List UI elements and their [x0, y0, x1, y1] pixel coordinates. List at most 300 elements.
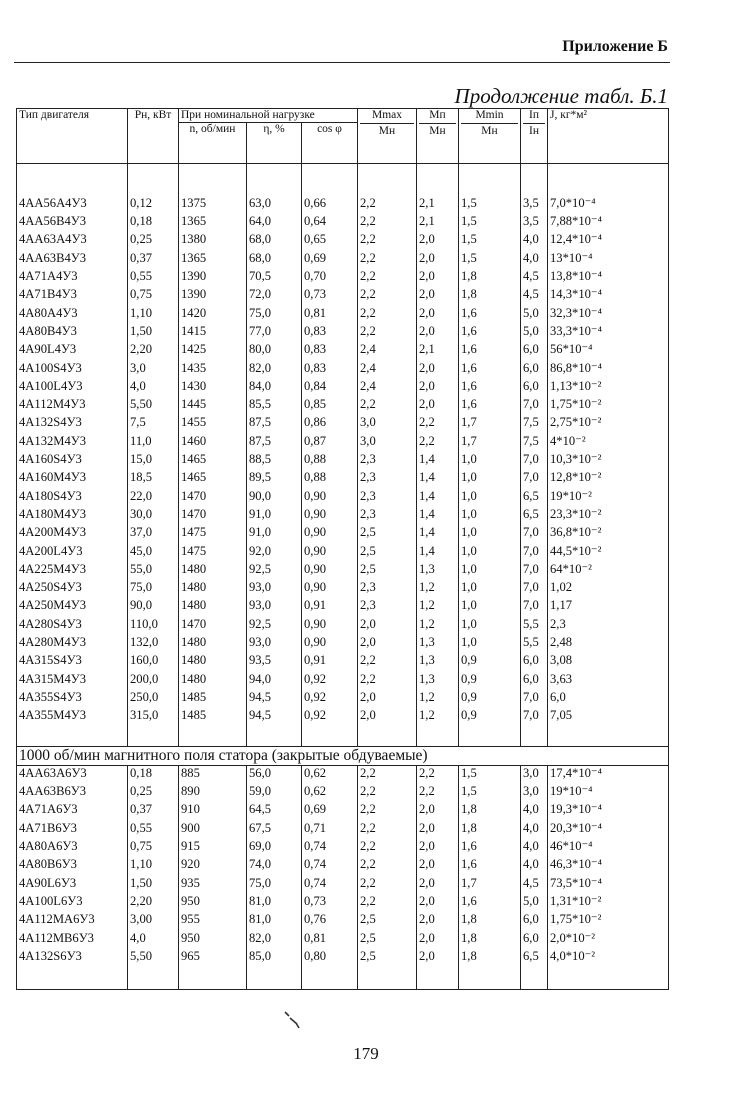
cell-power: 11,0	[128, 434, 179, 452]
spacer-row	[17, 163, 669, 196]
cell-inertia: 19*10⁻²	[548, 489, 669, 507]
cell-power: 0,18	[128, 214, 179, 232]
cell-inertia: 4*10⁻²	[548, 434, 669, 452]
cell-power: 132,0	[128, 635, 179, 653]
cell-efficiency: 56,0	[247, 765, 302, 784]
table-row	[17, 287, 669, 305]
cell-ip: 7,5	[521, 415, 548, 433]
stray-mark-icon	[283, 1010, 301, 1030]
cell-mmin: 1,7	[459, 415, 521, 433]
cell-type: 4А180S4У3	[17, 489, 128, 507]
mmax-bottom: Mн	[378, 124, 396, 137]
cell-inertia: 12,4*10⁻⁴	[548, 232, 669, 250]
cell-efficiency: 93,5	[247, 653, 302, 671]
table-row	[17, 912, 669, 930]
cell-ip: 7,0	[521, 580, 548, 598]
table-row	[17, 324, 669, 342]
cell-type: 4АА56В4У3	[17, 214, 128, 232]
cell-power: 30,0	[128, 507, 179, 525]
col-efficiency: η, %	[247, 122, 302, 163]
table-row	[17, 617, 669, 635]
cell-cosphi: 0,90	[302, 525, 358, 543]
cell-power: 2,20	[128, 342, 179, 360]
cell-inertia: 1,31*10⁻²	[548, 894, 669, 912]
cell-type: 4А160S4У3	[17, 452, 128, 470]
cell-type: 4А71А4У3	[17, 269, 128, 287]
cell-cosphi: 0,74	[302, 876, 358, 894]
cell-cosphi: 0,85	[302, 397, 358, 415]
page-number: 179	[353, 1044, 379, 1063]
cell-cosphi: 0,84	[302, 379, 358, 397]
cell-mmin: 1,6	[459, 361, 521, 379]
cell-mmax: 2,2	[358, 653, 417, 671]
cell-efficiency: 94,5	[247, 708, 302, 726]
cell-mmax: 2,2	[358, 306, 417, 324]
cell-mmin: 1,0	[459, 635, 521, 653]
cell-mmax: 2,2	[358, 287, 417, 305]
cell-mp: 2,0	[417, 397, 459, 415]
cell-power: 7,5	[128, 415, 179, 433]
cell-efficiency: 84,0	[247, 379, 302, 397]
cell-mmin: 1,8	[459, 931, 521, 949]
cell-ip: 4,5	[521, 876, 548, 894]
cell-efficiency: 93,0	[247, 580, 302, 598]
section-title: 1000 об/мин магнитного поля статора (закрытые обдуваемые)	[17, 747, 669, 765]
table-body-end	[17, 967, 669, 990]
cell-cosphi: 0,80	[302, 949, 358, 967]
cell-mmin: 1,0	[459, 525, 521, 543]
cell-power: 4,0	[128, 931, 179, 949]
cell-type: 4АА63А4У3	[17, 232, 128, 250]
cell-mp: 2,2	[417, 434, 459, 452]
cell-cosphi: 0,69	[302, 251, 358, 269]
table-row	[17, 876, 669, 894]
cell-mmin: 1,8	[459, 269, 521, 287]
cell-mp: 1,4	[417, 544, 459, 562]
cell-mmin: 1,0	[459, 489, 521, 507]
cell-mmin: 1,0	[459, 617, 521, 635]
cell-efficiency: 93,0	[247, 598, 302, 616]
cell-mmax: 2,0	[358, 635, 417, 653]
cell-efficiency: 92,0	[247, 544, 302, 562]
cell-speed: 1415	[179, 324, 247, 342]
cell-type: 4А132М4У3	[17, 434, 128, 452]
cell-mp: 2,2	[417, 765, 459, 784]
cell-cosphi: 0,90	[302, 580, 358, 598]
cell-ip: 6,0	[521, 931, 548, 949]
cell-speed: 1485	[179, 708, 247, 726]
cell-mp: 2,0	[417, 379, 459, 397]
cell-mp: 1,4	[417, 507, 459, 525]
cell-mp: 1,3	[417, 562, 459, 580]
table-row	[17, 342, 669, 360]
cell-power: 0,12	[128, 196, 179, 214]
cell-mmin: 1,6	[459, 839, 521, 857]
cell-mmin: 0,9	[459, 690, 521, 708]
cell-ip: 6,5	[521, 949, 548, 967]
table-row	[17, 894, 669, 912]
cell-mmin: 0,9	[459, 708, 521, 726]
cell-efficiency: 75,0	[247, 306, 302, 324]
cell-power: 110,0	[128, 617, 179, 635]
cell-power: 0,55	[128, 269, 179, 287]
cell-efficiency: 87,5	[247, 415, 302, 433]
table-body-1000	[17, 765, 669, 967]
table-row	[17, 397, 669, 415]
cell-cosphi: 0,66	[302, 196, 358, 214]
cell-power: 90,0	[128, 598, 179, 616]
table-row	[17, 765, 669, 784]
cell-inertia: 13*10⁻⁴	[548, 251, 669, 269]
cell-power: 0,75	[128, 839, 179, 857]
motor-spec-table	[16, 108, 669, 990]
cell-ip: 4,0	[521, 839, 548, 857]
table-row	[17, 653, 669, 671]
cell-power: 3,0	[128, 361, 179, 379]
col-speed: n, об/мин	[179, 122, 247, 163]
cell-mmax: 2,2	[358, 857, 417, 875]
cell-cosphi: 0,76	[302, 912, 358, 930]
cell-type: 4А90L4У3	[17, 342, 128, 360]
cell-speed: 1475	[179, 525, 247, 543]
table-row	[17, 525, 669, 543]
cell-mp: 2,0	[417, 857, 459, 875]
table-row	[17, 452, 669, 470]
cell-type: 4А180М4У3	[17, 507, 128, 525]
cell-inertia: 2,75*10⁻²	[548, 415, 669, 433]
cell-power: 45,0	[128, 544, 179, 562]
cell-inertia: 2,0*10⁻²	[548, 931, 669, 949]
ip-top: Iп	[523, 109, 545, 124]
cell-cosphi: 0,90	[302, 617, 358, 635]
cell-mmin: 1,6	[459, 342, 521, 360]
cell-efficiency: 91,0	[247, 525, 302, 543]
cell-type: 4А80В6У3	[17, 857, 128, 875]
cell-mmin: 1,0	[459, 470, 521, 488]
cell-mmin: 1,8	[459, 821, 521, 839]
cell-inertia: 44,5*10⁻²	[548, 544, 669, 562]
mp-top: Mп	[419, 109, 456, 124]
cell-type: 4А71А6У3	[17, 802, 128, 820]
cell-cosphi: 0,90	[302, 489, 358, 507]
cell-speed: 1465	[179, 452, 247, 470]
cell-power: 250,0	[128, 690, 179, 708]
cell-mmin: 1,0	[459, 598, 521, 616]
cell-mmax: 2,2	[358, 214, 417, 232]
cell-ip: 7,0	[521, 562, 548, 580]
table-caption: Продолжение табл. Б.1	[454, 84, 668, 108]
table-row	[17, 690, 669, 708]
cell-cosphi: 0,83	[302, 361, 358, 379]
cell-efficiency: 94,0	[247, 672, 302, 690]
cell-cosphi: 0,62	[302, 765, 358, 784]
cell-mmax: 2,2	[358, 765, 417, 784]
cell-mmin: 1,5	[459, 214, 521, 232]
cell-type: 4А90L6У3	[17, 876, 128, 894]
cell-mp: 2,0	[417, 839, 459, 857]
cell-inertia: 73,5*10⁻⁴	[548, 876, 669, 894]
cell-mmax: 2,2	[358, 839, 417, 857]
cell-speed: 955	[179, 912, 247, 930]
cell-mmax: 2,2	[358, 821, 417, 839]
cell-cosphi: 0,74	[302, 839, 358, 857]
cell-power: 55,0	[128, 562, 179, 580]
table-row	[17, 507, 669, 525]
cell-efficiency: 59,0	[247, 784, 302, 802]
cell-mmin: 0,9	[459, 672, 521, 690]
cell-inertia: 86,8*10⁻⁴	[548, 361, 669, 379]
cell-inertia: 13,8*10⁻⁴	[548, 269, 669, 287]
cell-power: 200,0	[128, 672, 179, 690]
cell-inertia: 20,3*10⁻⁴	[548, 821, 669, 839]
cell-type: 4А71В4У3	[17, 287, 128, 305]
cell-cosphi: 0,90	[302, 544, 358, 562]
cell-speed: 1420	[179, 306, 247, 324]
cell-mp: 2,0	[417, 912, 459, 930]
cell-inertia: 3,63	[548, 672, 669, 690]
cell-speed: 1480	[179, 672, 247, 690]
cell-mp: 1,4	[417, 470, 459, 488]
col-cosphi: cos φ	[302, 122, 358, 163]
cell-ip: 4,5	[521, 269, 548, 287]
cell-ip: 6,0	[521, 672, 548, 690]
cell-inertia: 2,48	[548, 635, 669, 653]
cell-speed: 1375	[179, 196, 247, 214]
cell-ip: 6,0	[521, 361, 548, 379]
cell-power: 5,50	[128, 949, 179, 967]
cell-mmax: 2,0	[358, 708, 417, 726]
cell-mmin: 1,5	[459, 251, 521, 269]
cell-power: 18,5	[128, 470, 179, 488]
cell-mp: 1,2	[417, 708, 459, 726]
cell-type: 4А200М4У3	[17, 525, 128, 543]
table-row	[17, 251, 669, 269]
cell-ip: 7,0	[521, 470, 548, 488]
cell-ip: 5,0	[521, 324, 548, 342]
cell-cosphi: 0,92	[302, 672, 358, 690]
cell-ip: 3,5	[521, 196, 548, 214]
cell-ip: 7,0	[521, 525, 548, 543]
cell-ip: 6,5	[521, 507, 548, 525]
table-row	[17, 489, 669, 507]
mp-bottom: Mн	[429, 124, 446, 137]
cell-mmax: 2,4	[358, 342, 417, 360]
cell-inertia: 2,3	[548, 617, 669, 635]
cell-mmax: 2,2	[358, 672, 417, 690]
cell-speed: 1380	[179, 232, 247, 250]
cell-cosphi: 0,87	[302, 434, 358, 452]
table-row	[17, 802, 669, 820]
cell-power: 0,25	[128, 784, 179, 802]
cell-power: 37,0	[128, 525, 179, 543]
table-row	[17, 857, 669, 875]
table-row	[17, 379, 669, 397]
cell-mp: 2,0	[417, 251, 459, 269]
cell-mp: 1,2	[417, 617, 459, 635]
cell-efficiency: 80,0	[247, 342, 302, 360]
cell-ip: 7,0	[521, 708, 548, 726]
table-row	[17, 306, 669, 324]
cell-power: 22,0	[128, 489, 179, 507]
cell-efficiency: 81,0	[247, 912, 302, 930]
table-row	[17, 434, 669, 452]
cell-efficiency: 77,0	[247, 324, 302, 342]
table-row	[17, 931, 669, 949]
cell-cosphi: 0,70	[302, 269, 358, 287]
cell-power: 15,0	[128, 452, 179, 470]
cell-cosphi: 0,81	[302, 306, 358, 324]
cell-speed: 1390	[179, 269, 247, 287]
cell-ip: 7,0	[521, 690, 548, 708]
cell-ip: 7,0	[521, 452, 548, 470]
cell-mp: 2,0	[417, 361, 459, 379]
cell-power: 0,37	[128, 251, 179, 269]
cell-mmin: 1,0	[459, 562, 521, 580]
cell-mmax: 2,5	[358, 912, 417, 930]
cell-efficiency: 91,0	[247, 507, 302, 525]
cell-speed: 935	[179, 876, 247, 894]
col-ip	[521, 109, 548, 164]
cell-inertia: 1,02	[548, 580, 669, 598]
cell-inertia: 6,0	[548, 690, 669, 708]
table-row	[17, 214, 669, 232]
cell-mp: 1,2	[417, 690, 459, 708]
cell-efficiency: 87,5	[247, 434, 302, 452]
table-row	[17, 839, 669, 857]
cell-cosphi: 0,64	[302, 214, 358, 232]
cell-efficiency: 68,0	[247, 251, 302, 269]
cell-mmax: 2,0	[358, 617, 417, 635]
cell-speed: 1390	[179, 287, 247, 305]
cell-ip: 3,0	[521, 765, 548, 784]
cell-type: 4А132S4У3	[17, 415, 128, 433]
cell-speed: 950	[179, 931, 247, 949]
cell-speed: 1480	[179, 580, 247, 598]
col-power: Pн, кВт	[128, 109, 179, 164]
table-row	[17, 196, 669, 214]
cell-mp: 2,1	[417, 214, 459, 232]
cell-ip: 4,0	[521, 802, 548, 820]
cell-ip: 7,0	[521, 397, 548, 415]
cell-inertia: 7,05	[548, 708, 669, 726]
cell-cosphi: 0,81	[302, 931, 358, 949]
table-body-section	[17, 726, 669, 765]
cell-ip: 6,0	[521, 379, 548, 397]
cell-type: 4А315М4У3	[17, 672, 128, 690]
cell-ip: 6,0	[521, 912, 548, 930]
cell-inertia: 32,3*10⁻⁴	[548, 306, 669, 324]
bottom-row	[17, 967, 669, 990]
table-row	[17, 470, 669, 488]
cell-power: 0,55	[128, 821, 179, 839]
cell-speed: 1365	[179, 214, 247, 232]
cell-efficiency: 64,5	[247, 802, 302, 820]
cell-inertia: 1,13*10⁻²	[548, 379, 669, 397]
cell-type: 4А280S4У3	[17, 617, 128, 635]
cell-mp: 1,3	[417, 672, 459, 690]
cell-inertia: 12,8*10⁻²	[548, 470, 669, 488]
cell-ip: 4,0	[521, 821, 548, 839]
cell-mmax: 2,2	[358, 784, 417, 802]
cell-power: 1,10	[128, 857, 179, 875]
table-row	[17, 361, 669, 379]
cell-inertia: 3,08	[548, 653, 669, 671]
cell-speed: 950	[179, 894, 247, 912]
cell-mmax: 2,4	[358, 379, 417, 397]
cell-type: 4АА56А4У3	[17, 196, 128, 214]
cell-mmin: 1,0	[459, 507, 521, 525]
mmin-top: Mmin	[461, 109, 518, 124]
cell-mmax: 2,3	[358, 598, 417, 616]
cell-type: 4А280М4У3	[17, 635, 128, 653]
cell-speed: 1470	[179, 507, 247, 525]
cell-speed: 900	[179, 821, 247, 839]
cell-type: 4А112МА6У3	[17, 912, 128, 930]
cell-mp: 2,0	[417, 821, 459, 839]
cell-speed: 965	[179, 949, 247, 967]
cell-mmax: 2,3	[358, 489, 417, 507]
spacer-row	[17, 726, 669, 747]
cell-mmin: 1,0	[459, 544, 521, 562]
cell-type: 4А250S4У3	[17, 580, 128, 598]
cell-power: 5,50	[128, 397, 179, 415]
cell-mmax: 2,2	[358, 802, 417, 820]
cell-mp: 2,0	[417, 287, 459, 305]
cell-mp: 1,2	[417, 580, 459, 598]
cell-mp: 2,0	[417, 894, 459, 912]
cell-efficiency: 82,0	[247, 931, 302, 949]
cell-speed: 1480	[179, 598, 247, 616]
cell-type: 4А100L4У3	[17, 379, 128, 397]
mmin-bottom: Mн	[481, 124, 498, 137]
cell-efficiency: 88,5	[247, 452, 302, 470]
cell-mp: 1,3	[417, 635, 459, 653]
cell-mmax: 2,5	[358, 931, 417, 949]
cell-inertia: 7,0*10⁻⁴	[548, 196, 669, 214]
cell-cosphi: 0,86	[302, 415, 358, 433]
cell-inertia: 33,3*10⁻⁴	[548, 324, 669, 342]
cell-type: 4А80В4У3	[17, 324, 128, 342]
cell-mp: 1,3	[417, 653, 459, 671]
cell-efficiency: 68,0	[247, 232, 302, 250]
cell-mp: 2,0	[417, 324, 459, 342]
cell-power: 0,25	[128, 232, 179, 250]
table-row	[17, 708, 669, 726]
cell-cosphi: 0,74	[302, 857, 358, 875]
cell-inertia: 46*10⁻⁴	[548, 839, 669, 857]
cell-power: 3,00	[128, 912, 179, 930]
cell-cosphi: 0,92	[302, 690, 358, 708]
cell-cosphi: 0,83	[302, 324, 358, 342]
cell-cosphi: 0,73	[302, 894, 358, 912]
cell-mp: 2,0	[417, 306, 459, 324]
cell-mmin: 0,9	[459, 653, 521, 671]
cell-cosphi: 0,65	[302, 232, 358, 250]
cell-mmax: 2,2	[358, 876, 417, 894]
cell-type: 4А250М4У3	[17, 598, 128, 616]
cell-inertia: 19*10⁻⁴	[548, 784, 669, 802]
cell-ip: 3,0	[521, 784, 548, 802]
cell-mmin: 1,6	[459, 324, 521, 342]
cell-type: 4А315S4У3	[17, 653, 128, 671]
cell-ip: 5,0	[521, 894, 548, 912]
cell-power: 1,10	[128, 306, 179, 324]
cell-efficiency: 72,0	[247, 287, 302, 305]
cell-mmax: 2,5	[358, 544, 417, 562]
cell-power: 2,20	[128, 894, 179, 912]
cell-speed: 1470	[179, 617, 247, 635]
cell-speed: 1485	[179, 690, 247, 708]
